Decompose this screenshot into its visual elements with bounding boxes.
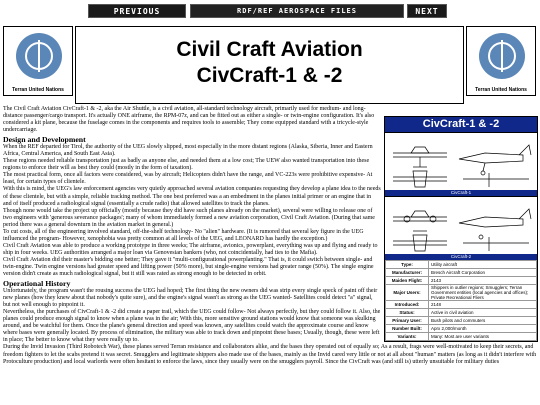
title-line-2: CivCraft-1 & -2 [196, 64, 343, 87]
spec-value: Aprx 2,000/month [429, 325, 537, 333]
paragraph: Civil Craft Aviation did their master's bidding one better; They gave it "multi-configurational powerplanting." That is, it could switch between single- and twin-engine. Twin engine versions had greater speed and lifting power (50% more), but single-engine versions had greater range (50%). The single engine version didn't create as much radiological signal, but it still was rated as strong enough to be detected in orbit. [3, 256, 374, 278]
spec-value: Bresch Aircraft Corporation [429, 269, 537, 277]
spec-value: Shippers in outlier regions; Smugglers; Terran Government entities (local agencies and offices); Private Recreational Fliers [429, 285, 537, 301]
next-button[interactable] [407, 4, 447, 18]
article-body [3, 106, 539, 366]
spec-key: Major Users: [386, 285, 429, 301]
paragraph: The most practical form, once all factors were considered, was by aircraft; Helicopters didn't have the range, and VC-223s were prohibitive expensive- At least, for certain types of clientele. [3, 172, 373, 186]
section-title-label: RDF/REF AEROSPACE FILES [237, 7, 357, 15]
paragraph: During the Invid Invasion (Third Robotech War), these planes served Terran resistance and collaborators alike, and the bases they operated out of equally so; As a result, frags were well-motivated to keep their secrets, and freedom fighters to let the scabs pretend it was secret. Smugglers and legitimate shippers also made use of the bases, mainly as the Invid cared very little or not at all about "human" matters (as long as it didn't interfere with Protoculture production) and local warlords were often hesitant to enforce the laws, since they usually were on the smugglers payroll. Since the CivCraft was (and still is) utterly unsuitable for military duties [3, 344, 537, 365]
next-label: NEXT [415, 6, 439, 16]
top-navigation [0, 0, 540, 22]
operational-heading: Operational History [3, 279, 71, 289]
spec-key: Primary User: [386, 317, 429, 325]
paragraph: Nevertheless, the purchases of CivCraft-1 & -2 did create a paper trail, which the UEG could follow- Not always perfectly, but they could follow it. Also, the planes could produce enough signal to know when a plane was in the air; With this, more sensitive ground stations would know that someone was skulking around, and be watchful for them. Once the plane's general direction and speed was known, any satellites could watch the approximate course and know where bases were generally located. By process of elimination, the military was able to track down and pinpoint these bases; Usually, though, these were left in place; The better to know what they were really up to. [3, 309, 381, 344]
page-title-box [75, 26, 464, 104]
paragraph: These regions needed reliable transportation just as badly as anyone else, and needed them at a low cost; The UEW also wanted transportation into these regions to enforce their will as best they could (mostly in the form of taxation). [3, 158, 370, 172]
spec-key: Maiden Flight: [386, 277, 429, 285]
globe-icon [479, 33, 525, 79]
un-emblem-right [466, 26, 536, 96]
paragraph: Civil Craft Aviation was able to produce a working prototype in three weeks; The airframe, avionics, powerplant, everything was up and flying and ready to ship in four weeks. UEG authorities arranged a major loan via Genovesian bankers (who, not coincidentally, had ties to the Mafia). [3, 242, 378, 256]
spec-value: 2143 [429, 277, 537, 285]
title-line-1: Civil Craft Aviation [176, 38, 363, 61]
infobox-header: CivCraft-1 & -2 [385, 117, 537, 132]
spec-key: Introduced: [386, 301, 429, 309]
un-emblem-left [3, 26, 73, 96]
paragraph: To cut costs, all of the engineering involved standard, off-the-shelf technology- No "alien" hardware. (It is rumored that several key figure in the UEG influenced the program- However, xenophobia was pretty common at all levels of the UEG, and LEONARD has hardly the exception.) [3, 228, 364, 242]
infobox-caption-1: CivCraft-1 [385, 190, 537, 196]
spec-value: Many: Most are user variants [429, 333, 537, 341]
paragraph: With this is mind, the UEG's law enforcement agencies very quietly approached several aviation companies requesting they develop a plane idea to the needs of these clientele, but with a simple, reliable tracking method. The one best preferred was a an embedment in the planes initial primer or an engine that in and of itself produced a radiological signal (essentially a crude radio) that allowed satellites to track the planes. [3, 186, 381, 207]
spec-key: Number Built: [386, 325, 429, 333]
spec-value: 2148 [429, 301, 537, 309]
emblem-caption-left: Terran United Nations [12, 87, 64, 93]
infobox-caption-2: CivCraft-2 [385, 254, 537, 260]
spec-value: Active in civil aviation [429, 309, 537, 317]
spec-key: Manufacturer: [386, 269, 429, 277]
spec-value: Utility aircraft [429, 261, 537, 269]
emblem-caption-right: Terran United Nations [475, 87, 527, 93]
globe-icon [16, 33, 62, 79]
paragraph: Unfortunately, the program wasn't the rousing success the UEG had hoped; The first thing the new owners did was strip every single speck of paint off their new planes (how they knew about that nobody's quite sure), and the engine's signal wasn't as strong as the UEG wanted- Satellites could detect "a" signal, but not well enough to pinpoint it. [3, 288, 378, 309]
spec-key: Status: [386, 309, 429, 317]
page-title [76, 37, 463, 89]
spec-key: Type: [386, 261, 429, 269]
spec-key: Variants: [386, 333, 429, 341]
section-title-button[interactable] [190, 4, 404, 18]
intro-paragraph: The Civil Craft Aviation CivCraft-1 & -2, aka the Air Shuttle, is a civil aviation, all-standard technology aircraft, primarily used for medium- and long-distance passenger/cargo transport. It's actually ONE airframe, the RPM-07z, and can be fitted out as either a single- or twin-engine configuration. It's also considered a kit plane, because the fuselage comes in the components and requires tools to assemble; They come equipped standard with a tricycle-style undercarriage. [3, 106, 375, 134]
paragraph: Though none would take the project up officially (mostly because they did have such planes already on the market), several were willing to release one of two engineers with 'generous severance packages'; many of whom immediately formed a new aviation corporation, Civil Craft Aviation. (During that same period there was a general downturn in the aviation market in general.) [3, 207, 375, 228]
previous-button[interactable] [88, 4, 186, 18]
previous-label: PREVIOUS [113, 6, 161, 16]
spec-value: Bush pilots and commuters [429, 317, 537, 325]
paragraph: When the REF departed for Tirol, the authority of the UEG slowly slipped, most especially in the more distant regions (Alaska, Siberia, Inner and Eastern Africa, Central America, and South East Asia). [3, 144, 373, 158]
design-heading: Design and Development [3, 135, 86, 145]
